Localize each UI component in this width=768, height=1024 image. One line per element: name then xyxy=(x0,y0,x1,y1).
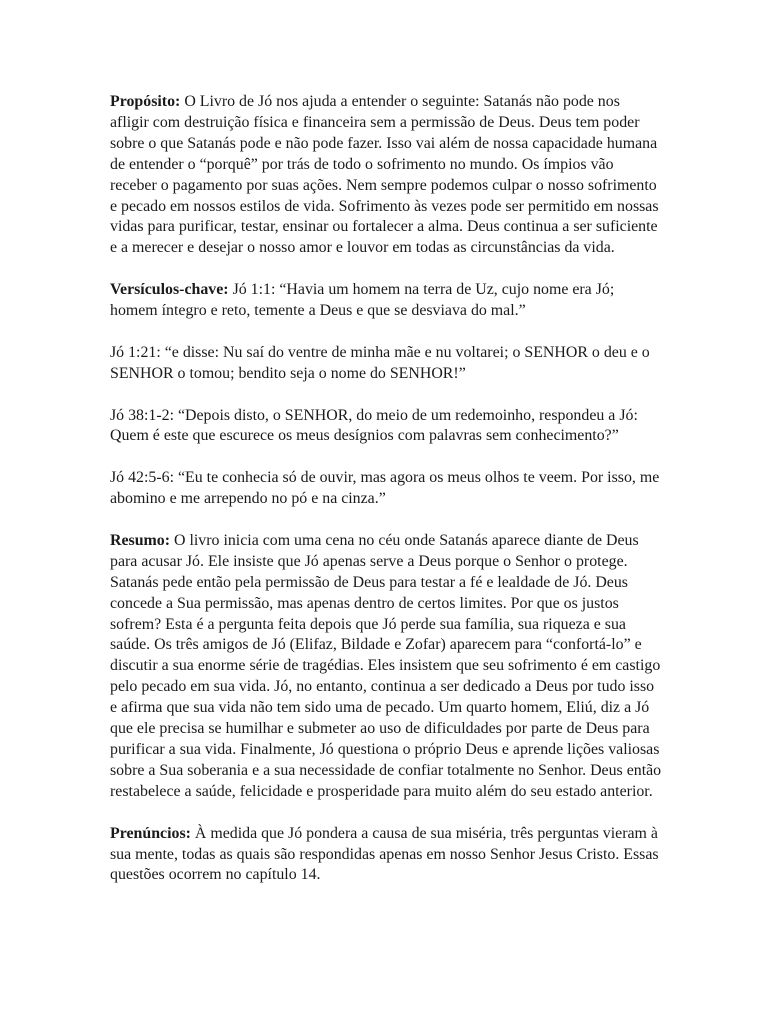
purpose-paragraph xyxy=(110,92,662,259)
key-verses-paragraph xyxy=(110,280,662,322)
foreshadowing-paragraph xyxy=(110,824,662,887)
verse-job-1-21: Jó 1:21: “e disse: Nu saí do ventre de minha mãe e nu voltarei; o SENHOR o deu e o SENHOR o tomou; bendito seja o nome do SENHOR!” xyxy=(110,343,650,382)
key-verse-job-1-1: Jó 1:1: “Havia um homem na terra de Uz, cujo nome era Jó; homem íntegro e reto, temente a Deus e que se desviava do mal.” xyxy=(110,281,615,320)
key-verses-label: Versículos-chave: xyxy=(110,281,229,299)
foreshadowing-text: À medida que Jó pondera a causa de sua miséria, três perguntas vieram à sua mente, todas as quais são respondidas apenas em nosso Senhor Jesus Cristo. Essas questões ocorrem no capítulo 14. xyxy=(110,824,659,884)
purpose-label: Propósito: xyxy=(110,93,181,110)
verse-job-38-1-2: Jó 38:1-2: “Depois disto, o SENHOR, do meio de um redemoinho, respondeu a Jó: Quem é este que escurece os meus desígnios com palavras sem conhecimento?” xyxy=(110,406,638,445)
summary-text: O livro inicia com uma cena no céu onde Satanás aparece diante de Deus para acusar Jó. Ele insiste que Jó apenas serve a Deus porque o Senhor o protege. Satanás pede então pela permissão de Deus para testar a fé e lealdade de Jó. Deus concede a Sua permissão, mas apenas dentro de certos limites. Por que os justos sofrem? Esta é a pergunta feita depois que Jó perde sua família, sua riqueza e sua saúde. Os três amigos de Jó (Elifaz, Bildade e Zofar) aparecem para “confortá-lo” e discutir a sua enorme série de tragédias. Eles insistem que seu sofrimento é em castigo pelo pecado em sua vida. Jó, no entanto, continua a ser dedicado a Deus por tudo isso e afirma que sua vida não tem sido uma de pecado. Um quarto homem, Eliú, diz a Jó que ele precisa se humilhar e submeter ao uso de dificuldades por parte de Deus para purificar a sua vida. Finalmente, Jó questiona o próprio Deus e aprende lições valiosas sobre a Sua soberania e a sua necessidade de confiar totalmente no Senhor. Deus então restabelece a saúde, felicidade e prosperidade para muito além do seu estado anterior. xyxy=(110,531,662,800)
verse-job-42-5-6: Jó 42:5-6: “Eu te conhecia só de ouvir, mas agora os meus olhos te veem. Por isso, me abomino e me arrependo no pó e na cinza.” xyxy=(110,469,660,508)
summary-paragraph xyxy=(110,531,662,803)
foreshadowing-label: Prenúncios: xyxy=(110,824,191,842)
summary-label: Resumo: xyxy=(110,531,171,549)
document-page xyxy=(110,92,662,907)
purpose-text: O Livro de Jó nos ajuda a entender o seguinte: Satanás não pode nos afligir com destruição física e financeira sem a permissão de Deus. Deus tem poder sobre o que Satanás pode e não pode fazer. Isso vai além de nossa capacidade humana de entender o “porquê” por trás de todo o sofrimento no mundo. Os ímpios vão receber o pagamento por suas ações. Nem sempre podemos culpar o nosso sofrimento e pecado em nossos estilos de vida. Sofrimento às vezes pode ser permitido em nossas vidas para purificar, testar, ensinar ou fortalecer a alma. Deus continua a ser suficiente e a merecer e desejar o nosso amor e louvor em todas as circunstâncias da vida. xyxy=(110,93,659,257)
